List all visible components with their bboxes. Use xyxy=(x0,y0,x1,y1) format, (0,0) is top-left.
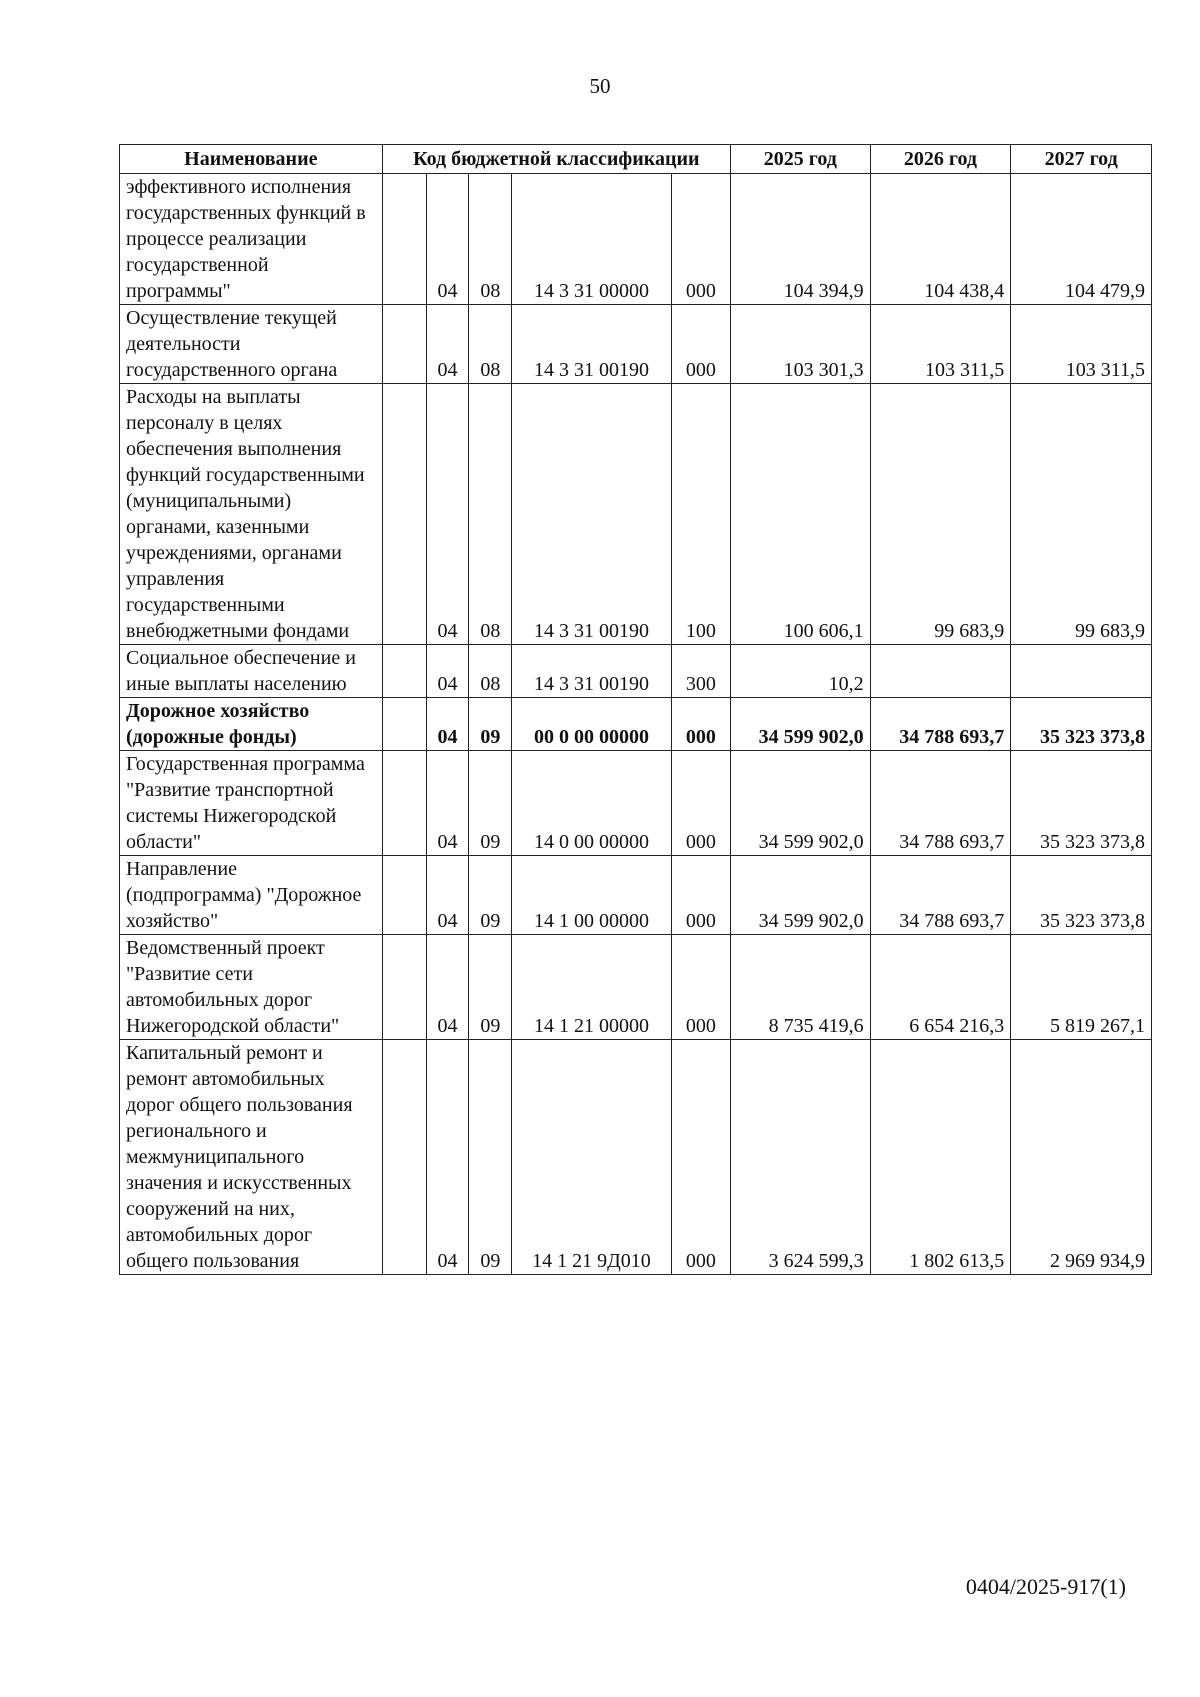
value-2027: 2 969 934,9 xyxy=(1011,1040,1152,1275)
code-subsection: 08 xyxy=(469,384,512,645)
code-target-article: 14 1 21 9Д010 xyxy=(512,1040,671,1275)
budget-table xyxy=(119,144,1152,1275)
row-name: Дорожное хозяйство (дорожные фонды) xyxy=(120,698,383,751)
code-expense-type: 000 xyxy=(671,751,730,856)
value-2026 xyxy=(870,645,1011,698)
code-expense-type: 000 xyxy=(671,305,730,384)
code-part-0 xyxy=(382,698,426,751)
value-2026: 104 438,4 xyxy=(870,174,1011,305)
code-section: 04 xyxy=(426,698,469,751)
code-target-article: 14 3 31 00190 xyxy=(512,384,671,645)
row-name: Ведомственный проект "Развитие сети автомобильных дорог Нижегородской области" xyxy=(120,935,383,1040)
value-2026: 6 654 216,3 xyxy=(870,935,1011,1040)
document-code: 0404/2025-917(1) xyxy=(965,1574,1126,1599)
code-subsection: 09 xyxy=(469,1040,512,1275)
header-2027: 2027 год xyxy=(1011,145,1152,174)
table-row xyxy=(120,645,1152,698)
code-target-article: 14 1 21 00000 xyxy=(512,935,671,1040)
code-subsection: 09 xyxy=(469,856,512,935)
code-part-0 xyxy=(382,645,426,698)
page-number: 50 xyxy=(589,74,611,98)
code-expense-type: 000 xyxy=(671,935,730,1040)
value-2025: 10,2 xyxy=(731,645,871,698)
code-expense-type: 000 xyxy=(671,174,730,305)
table-row xyxy=(120,935,1152,1040)
code-section: 04 xyxy=(426,645,469,698)
row-name: эффективного исполнения государственных функций в процессе реализации государственной программы" xyxy=(120,174,383,305)
value-2026: 34 788 693,7 xyxy=(870,856,1011,935)
value-2027: 103 311,5 xyxy=(1011,305,1152,384)
value-2026: 34 788 693,7 xyxy=(870,751,1011,856)
value-2027 xyxy=(1011,645,1152,698)
code-part-0 xyxy=(382,384,426,645)
value-2025: 34 599 902,0 xyxy=(731,751,871,856)
table-header-row xyxy=(120,145,1152,174)
header-2025: 2025 год xyxy=(731,145,871,174)
table-row xyxy=(120,174,1152,305)
code-subsection: 09 xyxy=(469,751,512,856)
code-target-article: 00 0 00 00000 xyxy=(512,698,671,751)
table-row xyxy=(120,384,1152,645)
value-2027: 35 323 373,8 xyxy=(1011,698,1152,751)
value-2027: 35 323 373,8 xyxy=(1011,856,1152,935)
code-subsection: 09 xyxy=(469,935,512,1040)
code-section: 04 xyxy=(426,174,469,305)
value-2025: 100 606,1 xyxy=(731,384,871,645)
table-row xyxy=(120,698,1152,751)
row-name: Капитальный ремонт и ремонт автомобильных дорог общего пользования регионального и межмуниципального значения и искусственных сооружений на них, автомобильных дорог общего пользования xyxy=(120,1040,383,1275)
value-2025: 104 394,9 xyxy=(731,174,871,305)
code-section: 04 xyxy=(426,856,469,935)
code-subsection: 08 xyxy=(469,645,512,698)
value-2027: 35 323 373,8 xyxy=(1011,751,1152,856)
code-expense-type: 000 xyxy=(671,698,730,751)
table-row xyxy=(120,751,1152,856)
code-part-0 xyxy=(382,751,426,856)
code-section: 04 xyxy=(426,935,469,1040)
code-target-article: 14 1 00 00000 xyxy=(512,856,671,935)
code-subsection: 08 xyxy=(469,305,512,384)
value-2027: 99 683,9 xyxy=(1011,384,1152,645)
code-target-article: 14 3 31 00190 xyxy=(512,645,671,698)
value-2025: 103 301,3 xyxy=(731,305,871,384)
code-section: 04 xyxy=(426,1040,469,1275)
header-name: Наименование xyxy=(120,145,383,174)
code-section: 04 xyxy=(426,305,469,384)
code-section: 04 xyxy=(426,384,469,645)
row-name: Осуществление текущей деятельности государственного органа xyxy=(120,305,383,384)
table-row xyxy=(120,1040,1152,1275)
code-part-0 xyxy=(382,305,426,384)
value-2025: 8 735 419,6 xyxy=(731,935,871,1040)
code-part-0 xyxy=(382,1040,426,1275)
header-2026: 2026 год xyxy=(870,145,1011,174)
code-part-0 xyxy=(382,856,426,935)
code-subsection: 08 xyxy=(469,174,512,305)
row-name: Расходы на выплаты персоналу в целях обеспечения выполнения функций государственными (муниципальными) органами, казенными учреждениями, органами управления государственными внебюджетными фондами xyxy=(120,384,383,645)
value-2027: 104 479,9 xyxy=(1011,174,1152,305)
row-name: Направление (подпрограмма) "Дорожное хозяйство" xyxy=(120,856,383,935)
value-2025: 34 599 902,0 xyxy=(731,856,871,935)
code-target-article: 14 3 31 00190 xyxy=(512,305,671,384)
code-expense-type: 100 xyxy=(671,384,730,645)
code-section: 04 xyxy=(426,751,469,856)
value-2025: 34 599 902,0 xyxy=(731,698,871,751)
code-expense-type: 000 xyxy=(671,856,730,935)
code-part-0 xyxy=(382,935,426,1040)
header-code: Код бюджетной классификации xyxy=(382,145,730,174)
row-name: Социальное обеспечение и иные выплаты населению xyxy=(120,645,383,698)
code-subsection: 09 xyxy=(469,698,512,751)
value-2027: 5 819 267,1 xyxy=(1011,935,1152,1040)
value-2026: 34 788 693,7 xyxy=(870,698,1011,751)
code-target-article: 14 3 31 00000 xyxy=(512,174,671,305)
table-row xyxy=(120,305,1152,384)
code-expense-type: 300 xyxy=(671,645,730,698)
value-2026: 99 683,9 xyxy=(870,384,1011,645)
value-2026: 1 802 613,5 xyxy=(870,1040,1011,1275)
code-target-article: 14 0 00 00000 xyxy=(512,751,671,856)
code-part-0 xyxy=(382,174,426,305)
value-2026: 103 311,5 xyxy=(870,305,1011,384)
table-row xyxy=(120,856,1152,935)
row-name: Государственная программа "Развитие транспортной системы Нижегородской области" xyxy=(120,751,383,856)
value-2025: 3 624 599,3 xyxy=(731,1040,871,1275)
code-expense-type: 000 xyxy=(671,1040,730,1275)
